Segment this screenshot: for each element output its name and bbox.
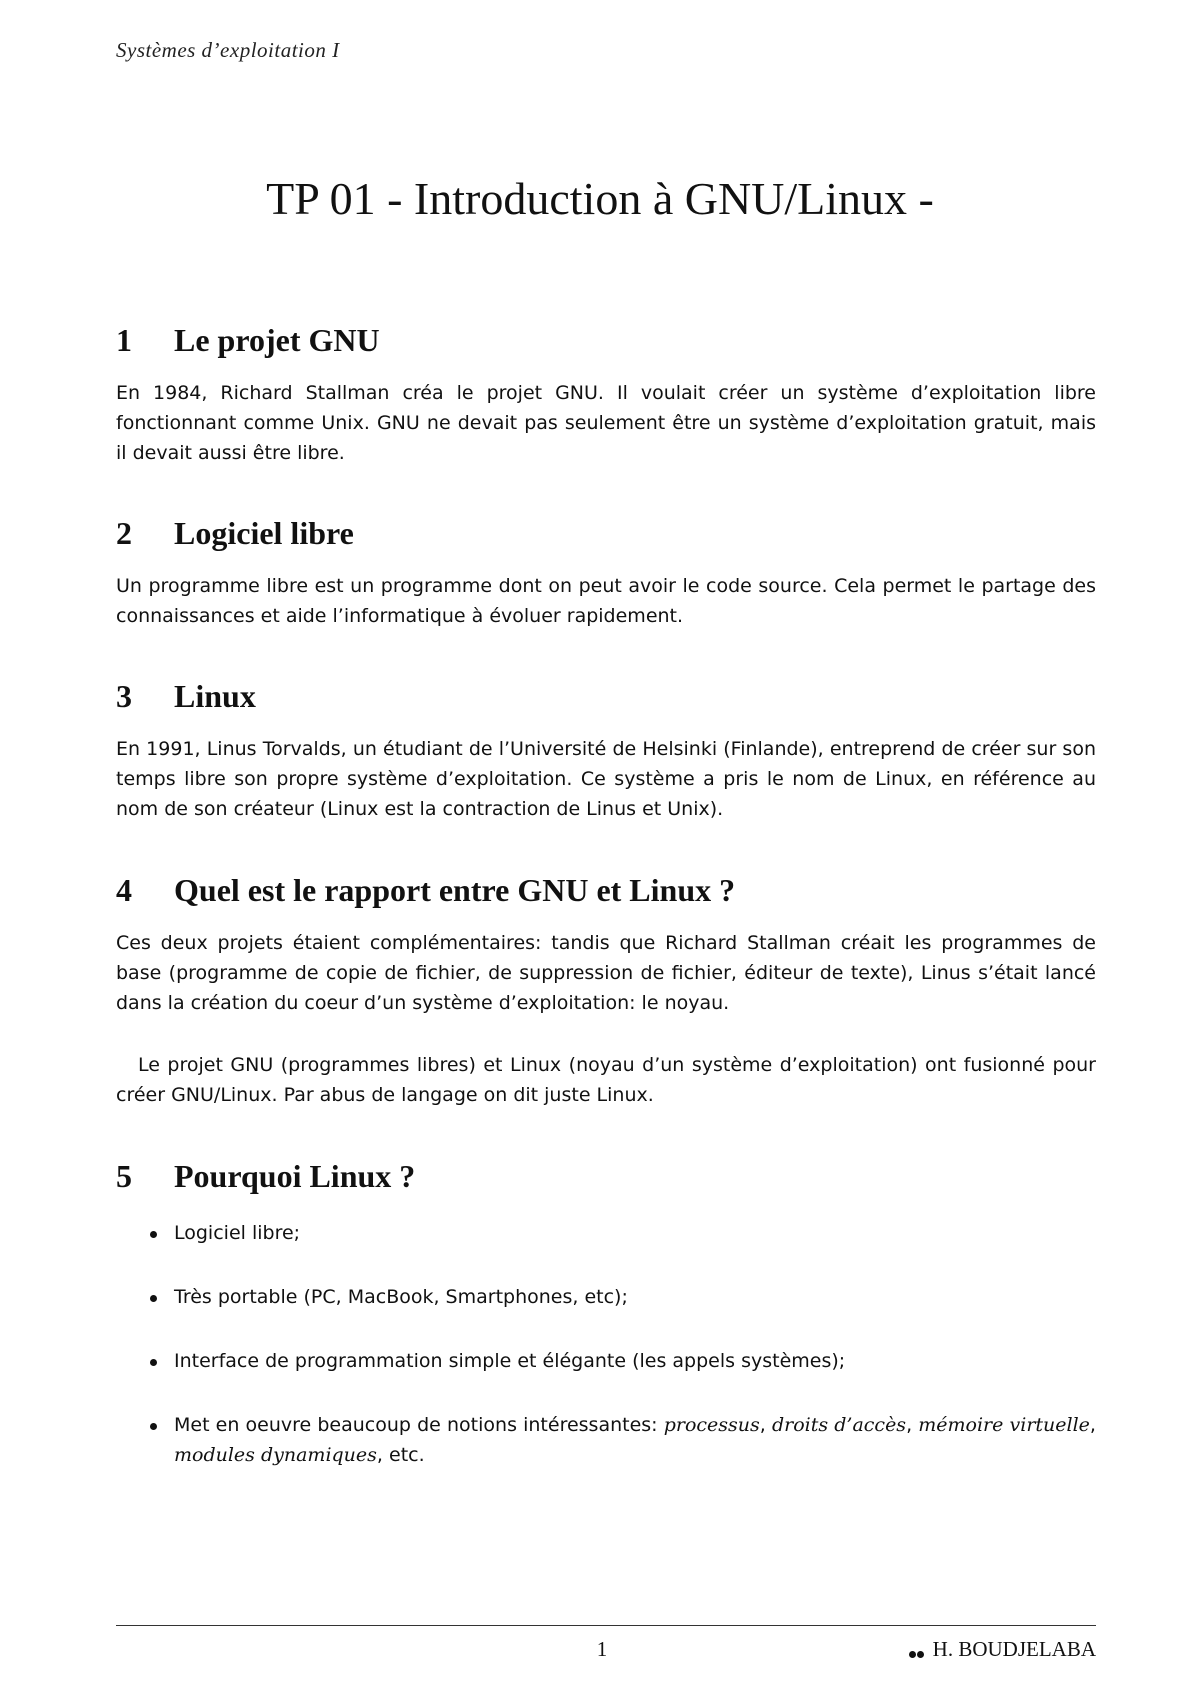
separator: , (906, 1414, 919, 1436)
bullet-icon (150, 1423, 157, 1430)
list-item (174, 1282, 1096, 1312)
list-item (174, 1218, 1096, 1248)
bullet-dots-icon (909, 1639, 925, 1664)
list-item (174, 1346, 1096, 1376)
running-header: Systèmes d’exploitation I (116, 38, 340, 62)
footer-divider (116, 1625, 1096, 1626)
emphasis-term: droits d’accès (771, 1414, 907, 1436)
section-title: Linux (174, 678, 256, 714)
footer-author (909, 1637, 1096, 1664)
paragraph: En 1991, Linus Torvalds, un étudiant de l’Université de Helsinki (Finlande), entreprend de créer sur son temps libre son propre système d’exploitation. Ce système a pris le nom de Linux, en référence au nom de son créateur (Linux est la contraction de Linus et Unix). (116, 738, 1096, 820)
separator: , (1089, 1414, 1096, 1436)
section-number: 3 (116, 678, 132, 714)
emphasis-term: processus (663, 1414, 760, 1436)
paragraph: En 1984, Richard Stallman créa le projet GNU. Il voulait créer un système d’exploitation libre fonctionnant comme Unix. GNU ne devait pas seulement être un système d’exploitation gratuit, mais il devait aussi être libre. (116, 382, 1096, 464)
list-item-text: Interface de programmation simple et élégante (les appels systèmes); (174, 1350, 846, 1372)
section-number: 2 (116, 515, 132, 551)
section-1 (116, 320, 1096, 468)
section-title: Logiciel libre (174, 515, 354, 551)
document-title: TP 01 - Introduction à GNU/Linux - (266, 173, 934, 224)
section-title: Le projet GNU (174, 322, 380, 358)
author-name: H. BOUDJELABA (932, 1637, 1096, 1661)
paragraph: Le projet GNU (programmes libres) et Linux (noyau d’un système d’exploitation) ont fusionné pour créer GNU/Linux. Par abus de langage on dit juste Linux. (116, 1054, 1096, 1106)
section-3 (116, 676, 1096, 824)
section-heading (116, 870, 1096, 910)
paragraph: Un programme libre est un programme dont on peut avoir le code source. Cela permet le partage des connaissances et aide l’informatique à évoluer rapidement. (116, 575, 1096, 627)
paragraph: Ces deux projets étaient complémentaires: tandis que Richard Stallman créait les programmes de base (programme de copie de fichier, de suppression de fichier, éditeur de texte), Linus s’était lancé dans la création du coeur d’un système d’exploitation: le noyau. (116, 932, 1096, 1014)
separator: , (759, 1414, 772, 1436)
section-heading (116, 320, 1096, 360)
list-item-text: Très portable (PC, MacBook, Smartphones, etc); (174, 1286, 628, 1308)
bullet-icon (150, 1295, 157, 1302)
list-item-text: Met en oeuvre beaucoup de notions intéressantes: (174, 1414, 664, 1436)
section-2 (116, 513, 1096, 631)
bullet-list (116, 1218, 1096, 1470)
bullet-icon (150, 1359, 157, 1366)
list-item-text: Logiciel libre; (174, 1222, 301, 1244)
emphasis-term: mémoire virtuelle (918, 1414, 1090, 1436)
bullet-icon (150, 1231, 157, 1238)
section-title: Quel est le rapport entre GNU et Linux ? (174, 872, 736, 908)
list-item-outro: , etc. (376, 1444, 425, 1466)
section-heading (116, 676, 1096, 716)
emphasis-term: modules dynamiques (174, 1444, 377, 1466)
page-number: 1 (596, 1637, 608, 1661)
section-title: Pourquoi Linux ? (174, 1158, 416, 1194)
section-4 (116, 870, 1096, 1110)
section-5 (116, 1156, 1096, 1504)
section-number: 4 (116, 872, 132, 908)
section-number: 5 (116, 1158, 132, 1194)
section-heading (116, 513, 1096, 553)
list-item (174, 1410, 1096, 1470)
section-number: 1 (116, 322, 132, 358)
section-heading (116, 1156, 1096, 1196)
